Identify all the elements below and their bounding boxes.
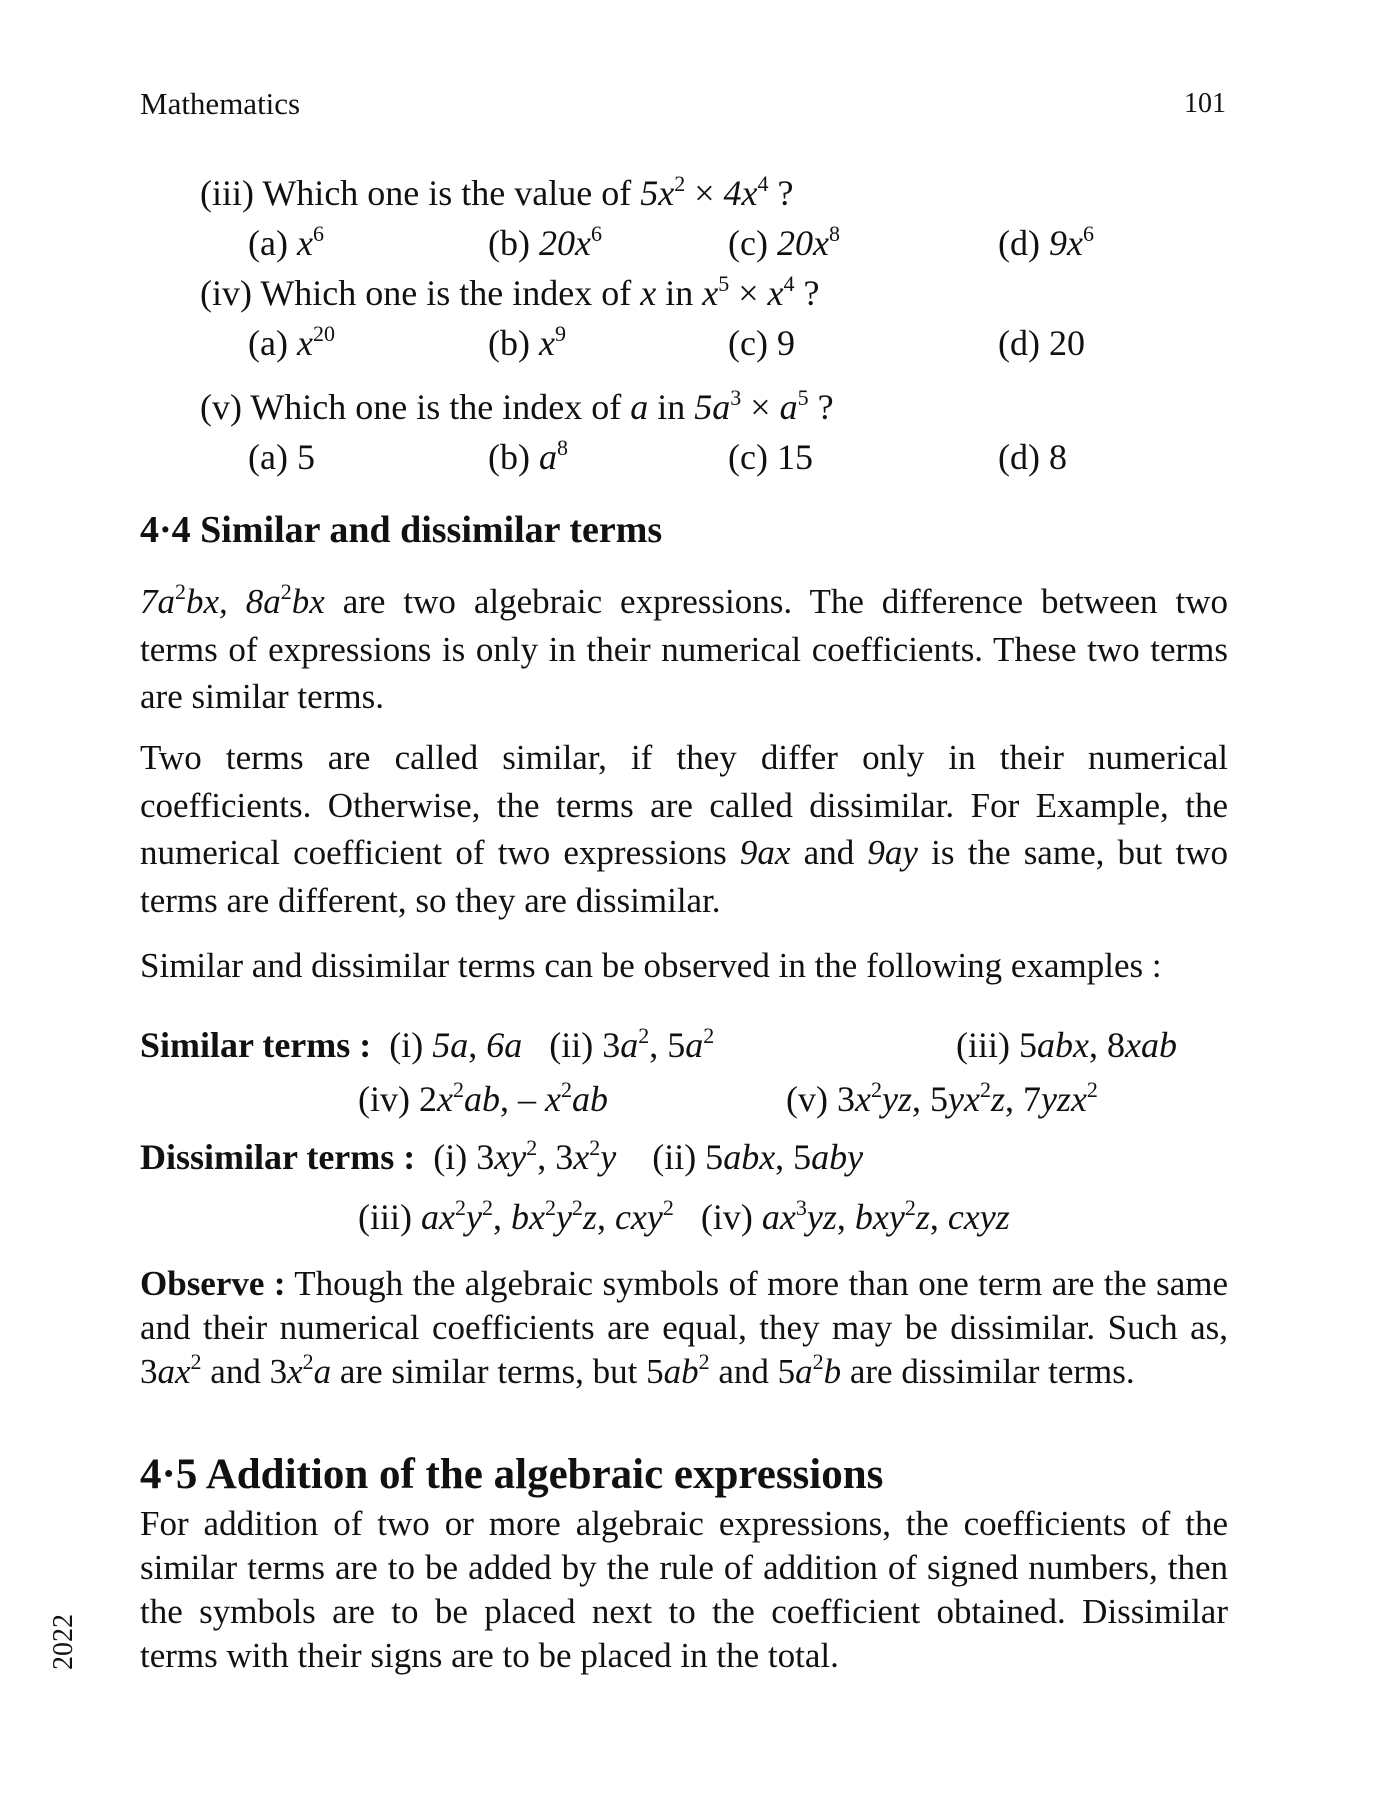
section-heading: 4·4 Similar and dissimilar terms xyxy=(140,509,663,551)
option-c: (c) $20x^8$ xyxy=(728,221,840,263)
paragraph: Two terms are called similar, if they differ only in their numerical coefficients. Otherwise, the terms are called dissimilar. For Example, the numerical coefficient of two expressions 9ax and 9ay is the same, but two terms are different, so they are dissimilar. xyxy=(140,738,1228,920)
similar-terms-v: (v) $3x^2yz$, $5yx^2z$, 7yzx$^2$ xyxy=(786,1077,1098,1119)
question-v: (v) Which one is the index of a in $5a^3 \times a^5$ ? xyxy=(200,385,834,427)
paragraph: $7a^2bx$, $8a^2bx$ are two algebraic expressions. The difference between two terms of expressions is only in their numerical coefficients. These two terms are similar terms. xyxy=(140,579,1229,716)
similar-terms-iv: (iv) $2x^2ab$, – $x^2ab$ xyxy=(358,1077,608,1119)
dissimilar-terms-row: Dissimilar terms : (i) $3xy^2$, $3x^2y$ (ii) 5abx, 5aby xyxy=(140,1135,864,1177)
option-b: (b) $x^9$ xyxy=(488,321,566,363)
paragraph: Similar and dissimilar terms can be observed in the following examples : xyxy=(140,946,1162,985)
option-d: (d) 8 xyxy=(998,437,1067,477)
similar-terms-row: Similar terms : (i) 5a, 6a (ii) $3a^2$, $5a^2$ xyxy=(140,1023,715,1065)
observe-paragraph: Observe : Though the algebraic symbols of more than one term are the same and their numerical coefficients are equal, they may be dissimilar. Such as, $3ax^2$ and $3x^2a$ are similar terms, but $5ab^2$ and $5a^2b$ are dissimilar terms. xyxy=(140,1264,1228,1391)
similar-terms-iii: (iii) 5abx, 8xab xyxy=(956,1025,1177,1065)
option-a: (a) 5 xyxy=(248,437,315,477)
option-d: (d) $9x^6$ xyxy=(998,221,1094,263)
option-c: (c) 9 xyxy=(728,323,795,363)
option-c: (c) 15 xyxy=(728,437,813,477)
option-a: (a) $x^{20}$ xyxy=(248,321,335,363)
option-d: (d) 20 xyxy=(998,323,1085,363)
option-a: (a) $x^6$ xyxy=(248,221,324,263)
option-b: (b) $20x^6$ xyxy=(488,221,602,263)
question-iii: (iii) Which one is the value of $5x^2 \times 4x^4$ ? xyxy=(200,171,794,213)
option-b: (b) $a^8$ xyxy=(488,435,568,477)
dissimilar-terms-iii: (iii) $ax^2y^2$, $bx^2y^2z$, cxy$^2$ (iv) $ax^3yz$, bxy$^2$z, cxyz xyxy=(358,1195,1010,1237)
paragraph: For addition of two or more algebraic expressions, the coefficients of the similar terms are to be added by the rule of addition of signed numbers, then the symbols are to be placed next to the coefficient obtained. Dissimilar terms with their signs are to be placed in the total. xyxy=(140,1504,1228,1675)
page-number: 101 xyxy=(1184,88,1226,119)
page-header-title: Mathematics xyxy=(140,86,301,121)
side-year-label: 2022 xyxy=(48,1614,79,1670)
section-heading: 4·5 Addition of the algebraic expressions xyxy=(140,1451,884,1498)
question-iv: (iv) Which one is the index of x in $x^5 \times x^4$ ? xyxy=(200,271,820,313)
